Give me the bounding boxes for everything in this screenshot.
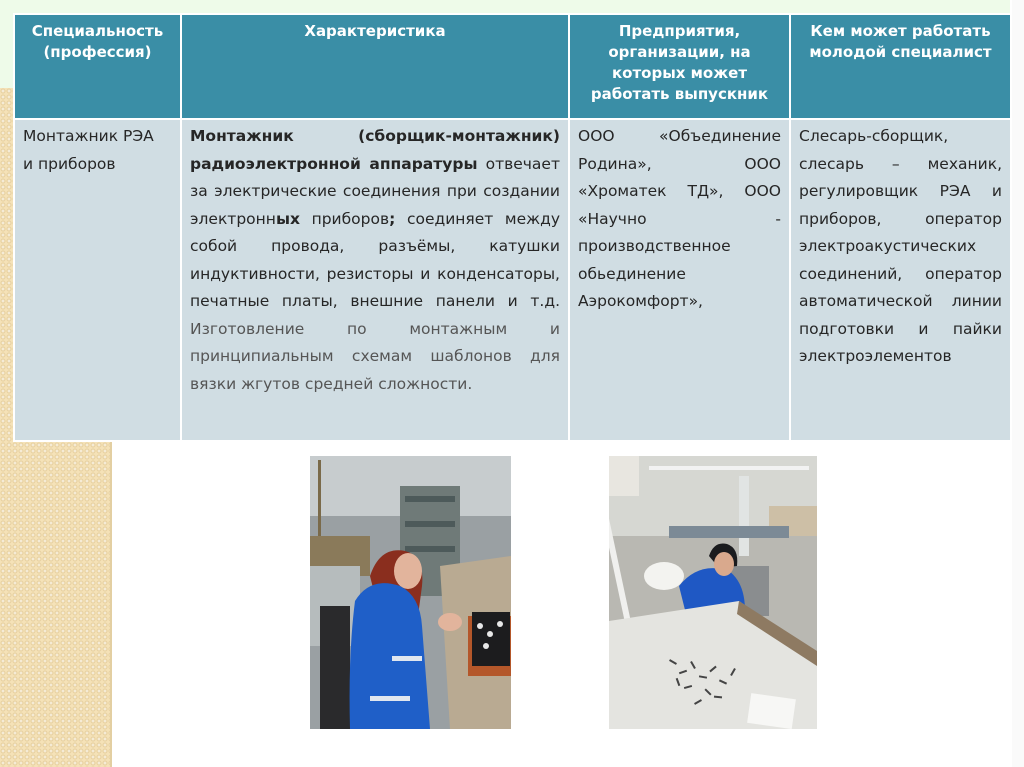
table-row <box>14 119 1011 441</box>
top-decor-band <box>0 0 1010 14</box>
photo-illustration-2 <box>609 456 817 729</box>
characteristic-bold-suffix: ых <box>275 209 300 228</box>
photo-illustration-1 <box>310 456 511 729</box>
jobs-text: Слесарь-сборщик, слесарь – механик, регулировщик РЭА и приборов, оператор электроакустических соединений, оператор автоматической линии подготовки и пайки электроэлементов <box>799 127 1002 365</box>
header-jobs: Кем может работать молодой специалист <box>790 14 1011 119</box>
enterprises-text: ООО «Объединение Родина», ООО «Хроматек ТД», ООО «Научно - производственное обьединение Аэрокомфорт», <box>578 127 781 310</box>
specialty-text: Монтажник РЭА и приборов <box>23 127 159 173</box>
photo-worker-harness <box>310 456 511 729</box>
cell-specialty <box>14 119 181 441</box>
photo-worker-bench <box>609 456 817 729</box>
characteristic-text-2: приборов <box>299 209 390 228</box>
specialty-table <box>13 13 1012 442</box>
right-edge <box>1012 0 1024 767</box>
header-enterprises: Предприятия, организации, на которых может работать выпускник <box>569 14 790 119</box>
characteristic-semicolon: ; <box>389 209 396 228</box>
characteristic-text-1: отвечает за электрические соединения при создании электронн <box>190 154 560 228</box>
characteristic-text-4: Изготовление по монтажным и принципиальным схемам шаблонов для вязки жгутов средней сложности. <box>190 319 560 393</box>
left-decor-strip <box>0 0 14 90</box>
characteristic-text-3: соединяет между собой провода, разъёмы, катушки индуктивности, резисторы и конденсаторы, печатные платы, внешние панели и т.д. <box>190 209 560 310</box>
cell-characteristic <box>181 119 569 441</box>
header-characteristic: Характеристика <box>181 14 569 119</box>
cell-enterprises <box>569 119 790 441</box>
header-specialty: Специальность (профессия) <box>14 14 181 119</box>
characteristic-title: Монтажник (сборщик-монтажник) радиоэлектронной аппаратуры <box>190 127 560 173</box>
table-header-row <box>14 14 1011 119</box>
cell-jobs <box>790 119 1011 441</box>
